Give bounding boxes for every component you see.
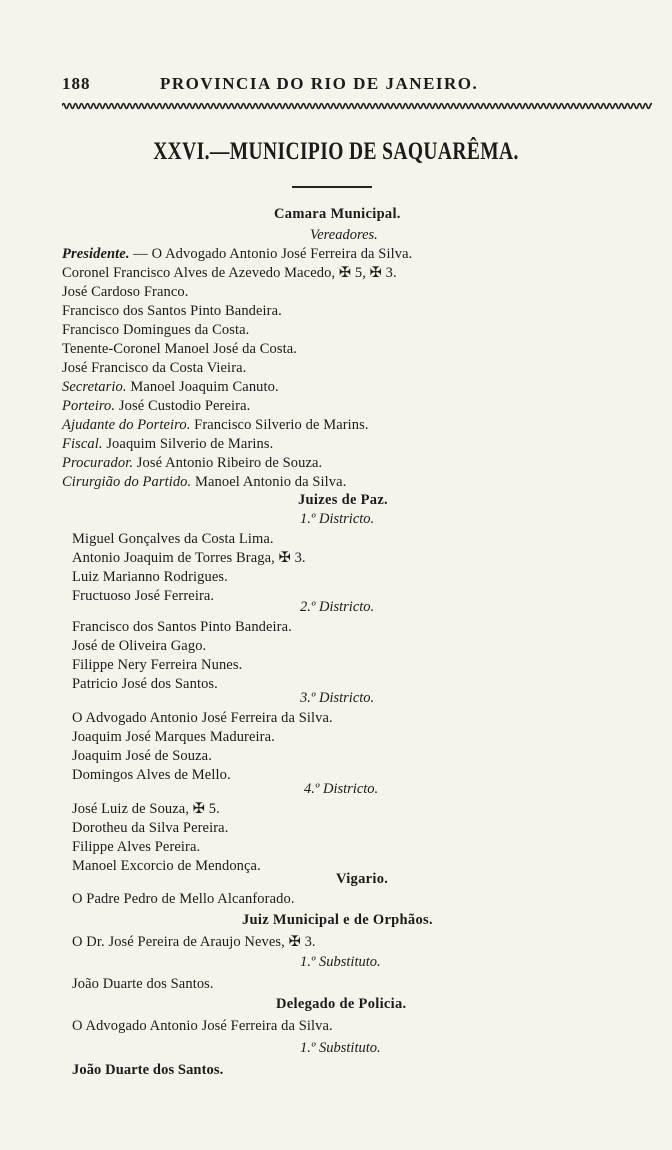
- list-item: Domingos Alves de Mello.: [72, 767, 231, 783]
- juiz-municipal-name: O Dr. José Pereira de Araujo Neves, ✠ 3.: [72, 934, 316, 950]
- vigario-name: O Padre Pedro de Mello Alcanforado.: [72, 891, 295, 907]
- officer-label: Porteiro.: [62, 398, 116, 414]
- running-head: [0, 74, 672, 96]
- list-item: José Luiz de Souza, ✠ 5.: [72, 801, 220, 817]
- officer-name: Francisco Silverio de Marins.: [194, 417, 369, 433]
- officer-line: [62, 435, 273, 453]
- list-item: Coronel Francisco Alves de Azevedo Macedo, ✠ 5, ✠ 3.: [62, 265, 397, 281]
- list-item: Joaquim José de Souza.: [72, 748, 212, 764]
- list-item: José Cardoso Franco.: [62, 284, 189, 300]
- delegado-name: O Advogado Antonio José Ferreira da Silva.: [72, 1018, 333, 1034]
- officer-line: [62, 454, 322, 472]
- list-item: José de Oliveira Gago.: [72, 638, 207, 654]
- list-item: Tenente-Coronel Manoel José da Costa.: [62, 341, 298, 357]
- district-label: 3.º Districto.: [300, 690, 375, 706]
- officer-label: Cirurgião do Partido.: [62, 474, 192, 490]
- list-item: Patricio José dos Santos.: [72, 676, 218, 692]
- list-item: Filippe Nery Ferreira Nunes.: [72, 657, 243, 673]
- officer-label: Ajudante do Porteiro.: [62, 417, 191, 433]
- list-item: José Francisco da Costa Vieira.: [62, 360, 247, 376]
- substitute-name: João Duarte dos Santos.: [72, 1062, 224, 1078]
- officer-line: [62, 378, 279, 396]
- wavy-rule-ornament: [62, 100, 652, 112]
- camara-heading: Camara Municipal.: [274, 206, 401, 222]
- juizes-heading: Juizes de Paz.: [298, 492, 388, 508]
- officer-name: Manoel Antonio da Silva.: [195, 474, 347, 490]
- page-number: 188: [62, 74, 91, 93]
- list-item: Manoel Excorcio de Mendonça.: [72, 858, 261, 874]
- list-item: Antonio Joaquim de Torres Braga, ✠ 3.: [72, 550, 306, 566]
- district-label: 2.º Districto.: [300, 599, 375, 615]
- officer-name: Joaquim Silverio de Marins.: [106, 436, 274, 452]
- list-item: Francisco dos Santos Pinto Bandeira.: [62, 303, 282, 319]
- presidente-name: O Advogado Antonio José Ferreira da Silva.: [151, 246, 413, 262]
- officer-name: José Custodio Pereira.: [118, 398, 251, 414]
- list-item: Luiz Marianno Rodrigues.: [72, 569, 228, 585]
- running-title: PROVINCIA DO RIO DE JANEIRO.: [160, 74, 479, 93]
- vigario-heading: Vigario.: [336, 871, 389, 887]
- list-item: Dorotheu da Silva Pereira.: [72, 820, 229, 836]
- juiz-municipal-heading: Juiz Municipal e de Orphãos.: [242, 912, 433, 928]
- vereadores-subheading: Vereadores.: [310, 227, 378, 243]
- officer-line: [62, 473, 346, 491]
- officer-name: José Antonio Ribeiro de Souza.: [136, 455, 323, 471]
- officer-name: Manoel Joaquim Canuto.: [130, 379, 279, 395]
- officer-label: Procurador.: [62, 455, 134, 471]
- officer-line: [62, 416, 369, 434]
- list-item: Francisco dos Santos Pinto Bandeira.: [72, 619, 292, 635]
- delegado-heading: Delegado de Policia.: [276, 996, 407, 1012]
- district-label: 1.º Districto.: [300, 511, 375, 527]
- presidente-line: [62, 245, 412, 263]
- presidente-sep: —: [129, 246, 152, 262]
- substitute-label: 1.º Substituto.: [300, 954, 381, 970]
- list-item: Francisco Domingues da Costa.: [62, 322, 250, 338]
- officer-line: [62, 397, 250, 415]
- presidente-label: Presidente.: [62, 246, 130, 262]
- title-rule: [292, 186, 372, 188]
- substitute-name: João Duarte dos Santos.: [72, 976, 214, 992]
- list-item: Fructuoso José Ferreira.: [72, 588, 215, 604]
- substitute-label: 1.º Substituto.: [300, 1040, 381, 1056]
- list-item: Joaquim José Marques Madureira.: [72, 729, 275, 745]
- list-item: Filippe Alves Pereira.: [72, 839, 201, 855]
- officer-label: Fiscal.: [62, 436, 103, 452]
- officer-label: Secretario.: [62, 379, 127, 395]
- section-title: XXVI.—MUNICIPIO DE SAQUARÊMA.: [153, 138, 519, 165]
- list-item: O Advogado Antonio José Ferreira da Silva.: [72, 710, 333, 726]
- list-item: Miguel Gonçalves da Costa Lima.: [72, 531, 274, 547]
- district-label: 4.º Districto.: [304, 781, 379, 797]
